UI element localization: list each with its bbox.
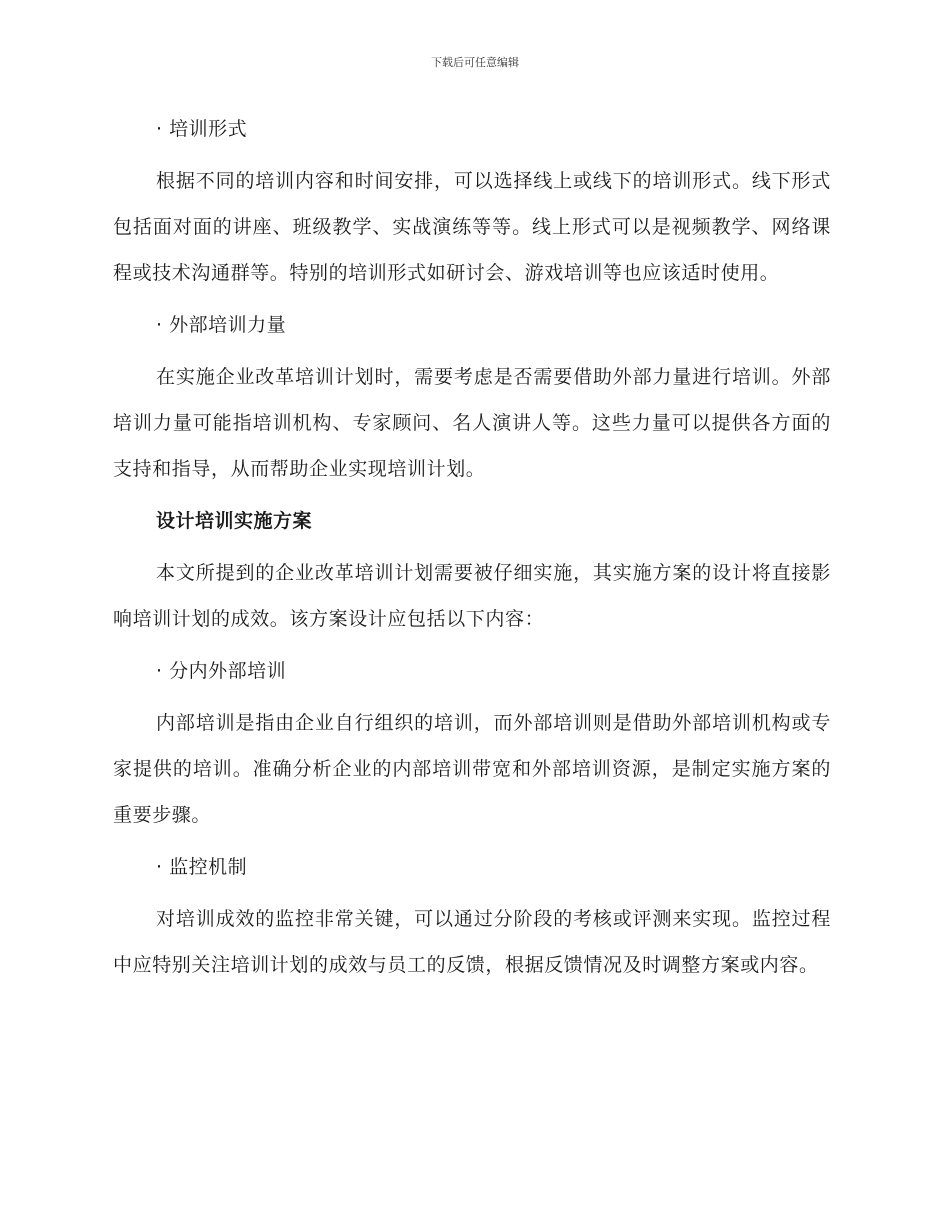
section-heading-implementation-plan: 设计培训实施方案	[156, 510, 313, 532]
paragraph-internal-external: 内部培训是指由企业自行组织的培训，而外部培训则是借助外部培训机构或专家提供的培训。准确分析企业的内部培训带宽和外部培训资源，是制定实施方案的重要步骤。	[113, 712, 831, 826]
paragraph-external-training: 在实施企业改革培训计划时，需要考虑是否需要借助外部力量进行培训。外部培训力量可能指培训机构、专家顾问、名人演讲人等。这些力量可以提供各方面的支持和指导，从而帮助企业实现培训计划。	[113, 366, 831, 480]
paragraph-training-format: 根据不同的培训内容和时间安排，可以选择线上或线下的培训形式。线下形式包括面对面的讲座、班级教学、实战演练等等。线上形式可以是视频教学、网络课程或技术沟通群等。特别的培训形式如研讨会、游戏培训等也应该适时使用。	[113, 170, 831, 284]
paragraph-implementation-intro: 本文所提到的企业改革培训计划需要被仔细实施，其实施方案的设计将直接影响培训计划的成效。该方案设计应包括以下内容：	[113, 562, 831, 630]
page-header-note: 下载后可任意编辑	[431, 56, 519, 69]
bullet-heading-monitoring: · 监控机制	[156, 856, 248, 878]
bullet-heading-training-format: · 培训形式	[156, 118, 248, 140]
bullet-heading-internal-external: · 分内外部培训	[156, 660, 287, 682]
bullet-heading-external-training: · 外部培训力量	[156, 314, 287, 336]
document-body	[113, 106, 831, 994]
paragraph-monitoring: 对培训成效的监控非常关键，可以通过分阶段的考核或评测来实现。监控过程中应特别关注培训计划的成效与员工的反馈，根据反馈情况及时调整方案或内容。	[113, 908, 831, 976]
